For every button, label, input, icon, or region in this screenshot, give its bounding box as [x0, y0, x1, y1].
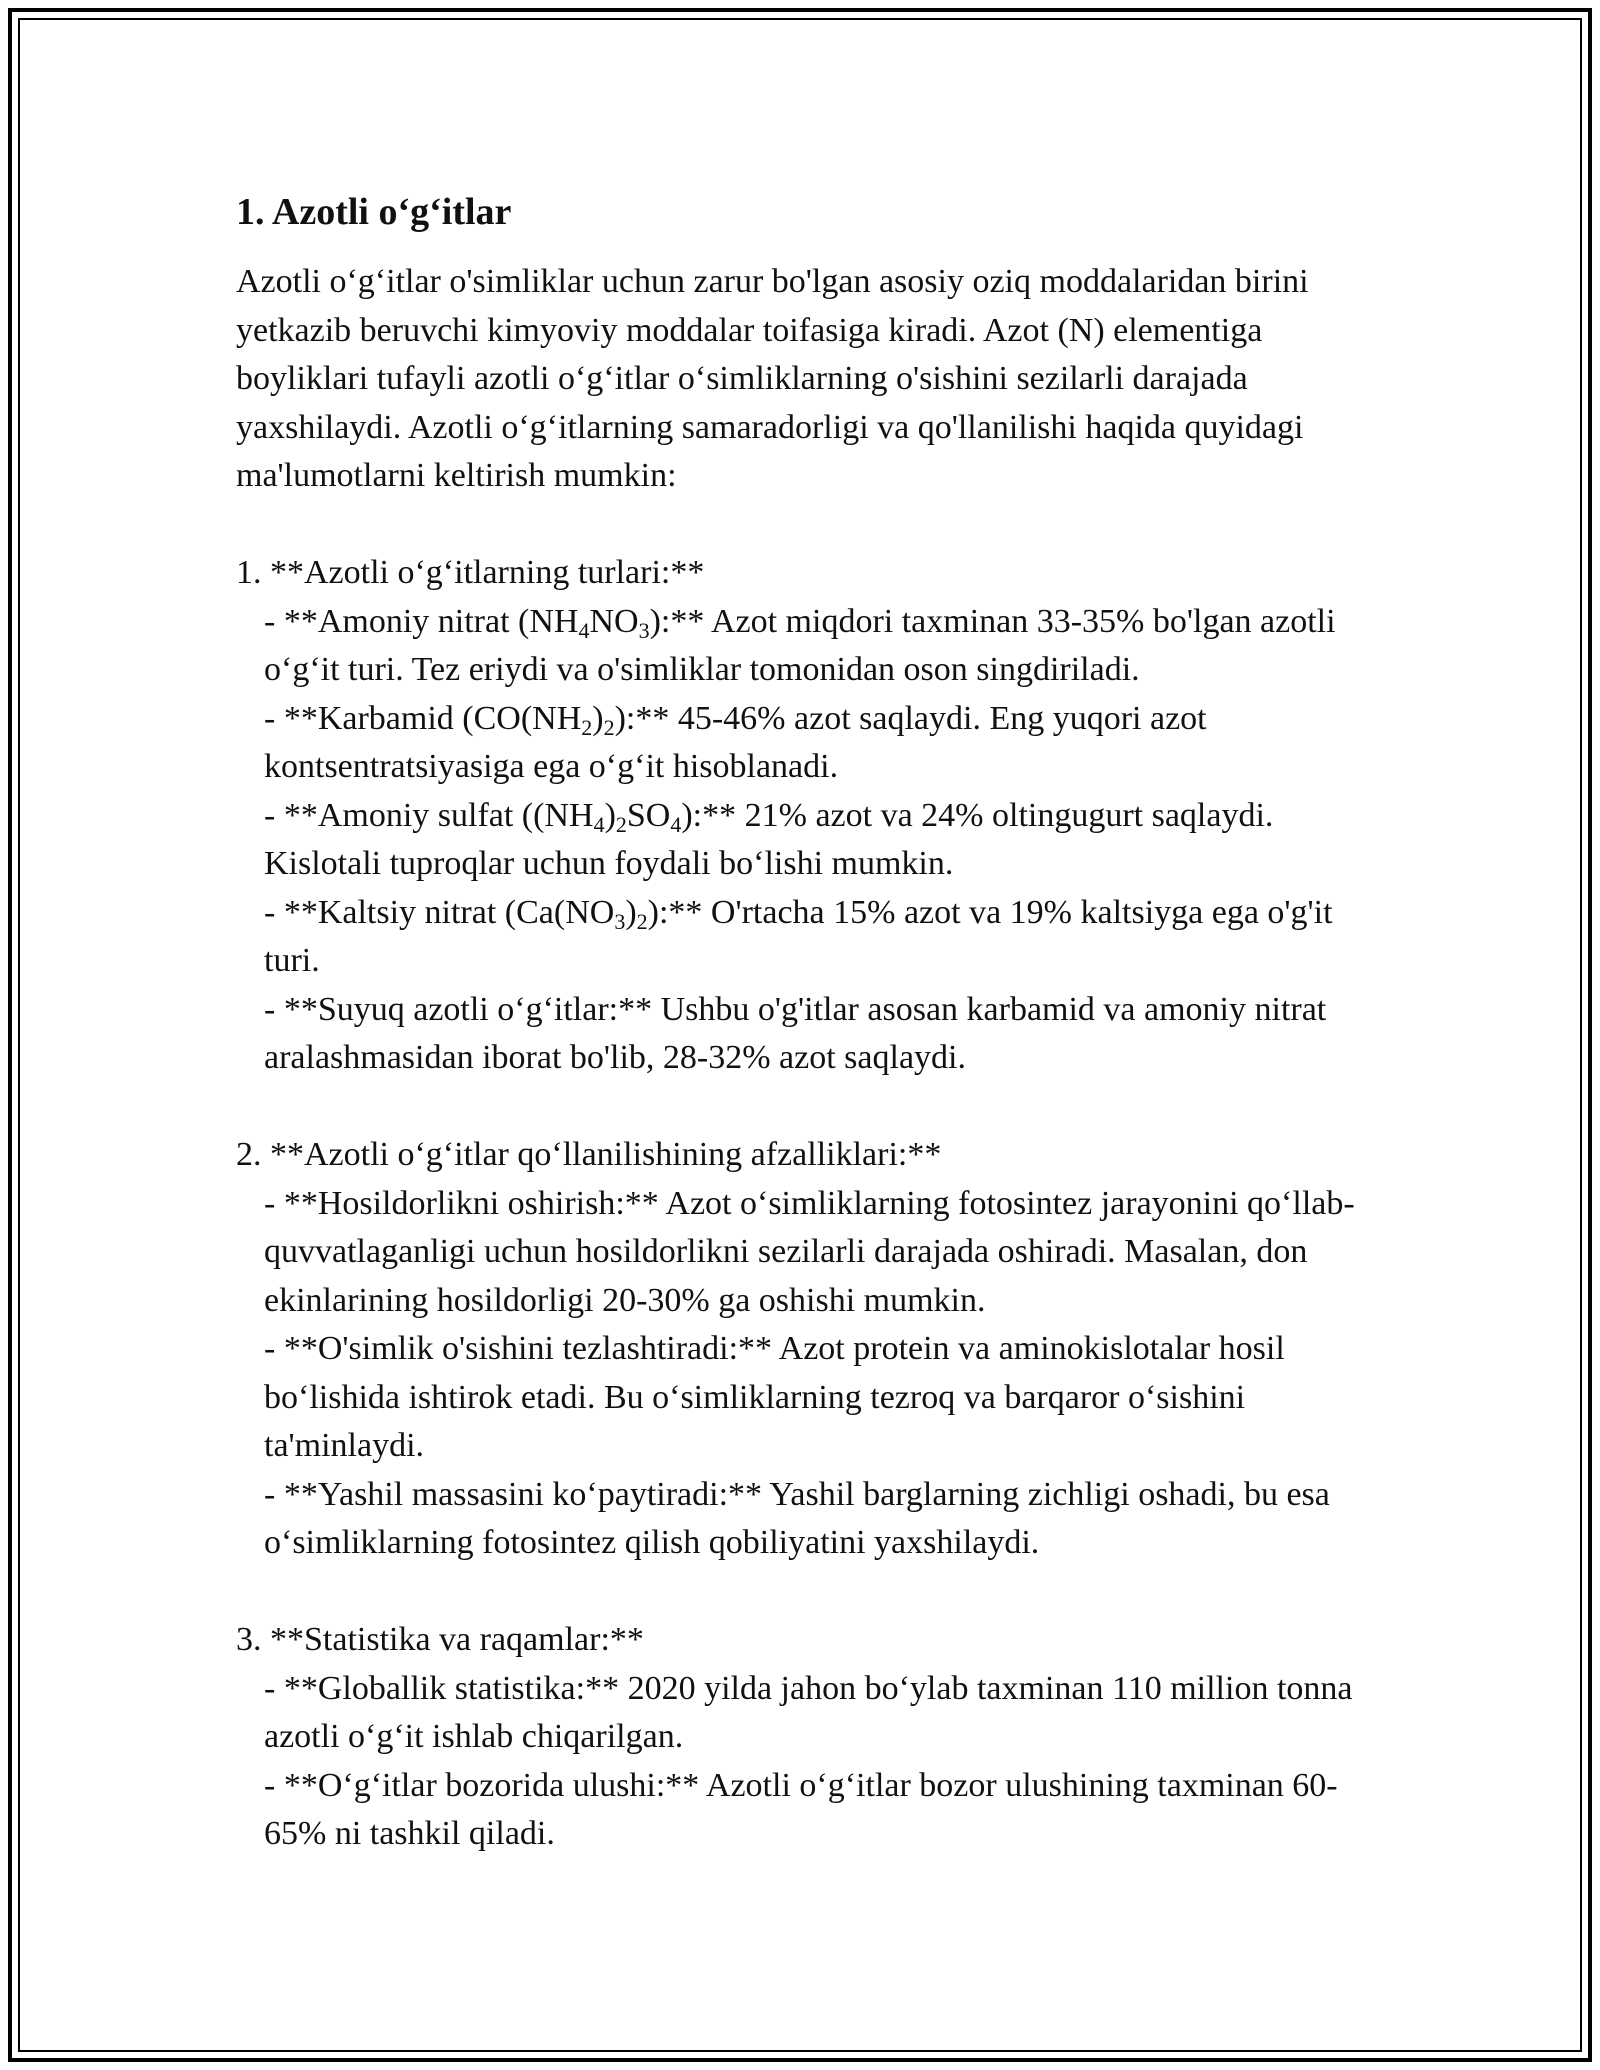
list-item-yield: - **Hosildorlikni oshirish:** Azot o‘simliklarning fotosintez jarayonini qo‘llab-quvvatlaganligi uchun hosildorlikni sezilarli darajada oshiradi. Masalan, don ekinlarining hosildorligi 20-30% ga oshishi mumkin. — [264, 1184, 1355, 1319]
intro-paragraph: Azotli o‘g‘itlar o'simliklar uchun zarur bo'lgan asosiy oziq moddalaridan birini yetkazib beruvchi kimyoviy moddalar toifasiga kiradi. Azot (N) elementiga boyliklari tufayli azotli o‘g‘itlar o‘simliklarning o'sishini sezilarli darajada yaxshilaydi. Azotli o‘g‘itlarning samaradorligi va qo'llanilishi haqida quyidagi ma'lumotlarni keltirish mumkin: — [236, 263, 1309, 494]
fertilizer-types-section — [236, 549, 1386, 1083]
list-item-ammonium-sulfate: - **Amoniy sulfat $((NH_4)_2SO_4):**$ 21% azot va 24% oltingugurt saqlaydi. Kislotali tuproqlar uchun foydali bo‘lishi mumkin. — [264, 796, 1274, 882]
list-item-green-mass: - **Yashil massasini ko‘paytiradi:** Yashil barglarning zichligi oshadi, bu esa o‘simliklarning fotosintez qilish qobiliyatini yaxshilaydi. — [264, 1475, 1330, 1561]
statistics-title: 3. **Statistika va raqamlar:** — [236, 1621, 644, 1658]
advantages-title: 2. **Azotli o‘g‘itlar qo‘llanilishining afzalliklari:** — [236, 1136, 942, 1173]
advantages-section — [236, 1131, 1386, 1568]
list-item-market-share: - **O‘g‘itlar bozorida ulushi:** Azotli o‘g‘itlar bozor ulushining taxminan 60-65% ni tashkil qiladi. — [264, 1766, 1338, 1852]
section-heading: 1. Azotli o‘g‘itlar — [236, 191, 512, 233]
fertilizer-types-title: 1. **Azotli o‘g‘itlarning turlari:** — [236, 554, 705, 591]
statistics-section — [236, 1616, 1386, 1859]
list-item-liquid-fertilizers: - **Suyuq azotli o‘g‘itlar:** Ushbu o'g'itlar asosan karbamid va amoniy nitrat aralashmasidan iborat bo'lib, 28-32% azot saqlaydi. — [264, 990, 1327, 1076]
list-item-carbamide: - **Karbamid $(CO(NH_2)_2):**$ 45-46% azot saqlaydi. Eng yuqori azot kontsentratsiyasiga ega o‘g‘it hisoblanadi. — [264, 699, 1207, 785]
list-item-calcium-nitrate: - **Kaltsiy nitrat $(Ca(NO_3)_2):**$ O'rtacha 15% azot va 19% kaltsiyga ega o'g'it turi. — [264, 893, 1333, 979]
list-item-growth: - **O'simlik o'sishini tezlashtiradi:** Azot protein va aminokislotalar hosil bo‘lishida ishtirok etadi. Bu o‘simliklarning tezroq va barqaror o‘sishini ta'minlaydi. — [264, 1330, 1285, 1464]
document-body — [236, 186, 1386, 1859]
list-item-global-statistics: - **Globallik statistika:** 2020 yilda jahon bo‘ylab taxminan 110 million tonna azotli o‘g‘it ishlab chiqarilgan. — [264, 1669, 1353, 1755]
list-item-ammonium-nitrate: - **Amoniy nitrat $(NH_4NO_3):**$ Azot miqdori taxminan 33-35% bo'lgan azotli o‘g‘it turi. Tez eriydi va o'simliklar tomonidan oson singdiriladi. — [264, 602, 1336, 688]
